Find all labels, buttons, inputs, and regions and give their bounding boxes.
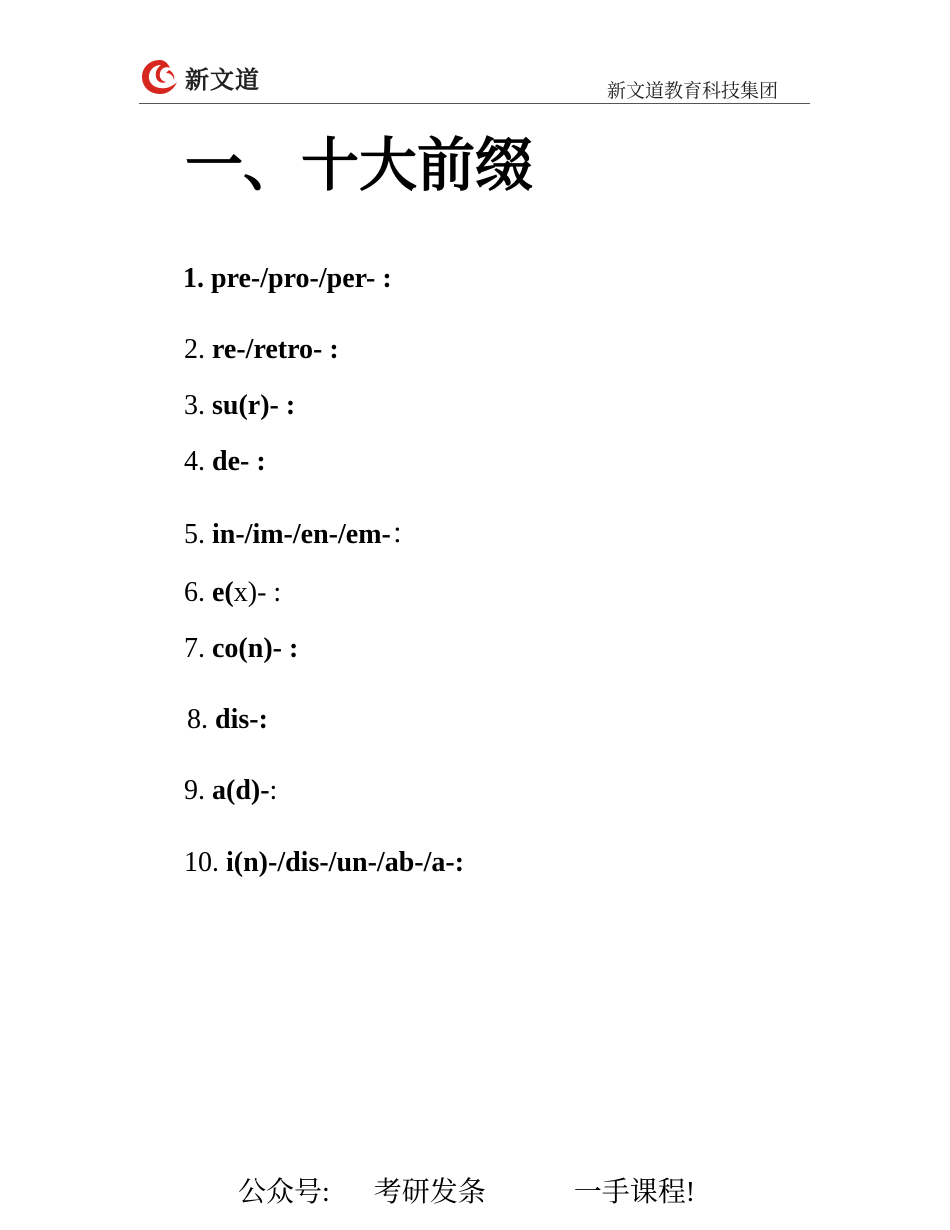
prefix-item-prefix: in-/im-/en-/em- (212, 519, 391, 550)
prefix-item-number: 3. (184, 390, 205, 421)
footer (238, 1170, 695, 1210)
footer-slogan: 一手课程! (573, 1177, 696, 1208)
prefix-item (184, 576, 281, 610)
footer-account-name: 考研发条 (373, 1177, 486, 1208)
prefix-item-number: 4. (184, 446, 205, 477)
prefix-item-number: 2. (184, 334, 205, 365)
prefix-item-suffix: : (281, 633, 299, 664)
prefix-item-suffix: : (269, 775, 278, 806)
prefix-item (183, 262, 392, 296)
prefix-item-suffix: e- : (227, 446, 266, 477)
prefix-item (184, 518, 419, 552)
company-name: 新文道教育科技集团 (606, 81, 778, 102)
prefix-item (184, 632, 298, 666)
prefix-item-suffix: : (278, 390, 296, 421)
prefix-item-prefix: e( (212, 577, 234, 608)
prefix-item-suffix: x)- : (233, 577, 282, 608)
prefix-item-number: 9. (184, 775, 205, 806)
prefix-item (184, 333, 339, 367)
page-header (139, 55, 810, 105)
phoenix-logo-icon (139, 57, 181, 97)
prefix-item-number: 10. (184, 847, 219, 878)
prefix-item-prefix: su(r)- (212, 390, 279, 421)
logo (139, 57, 260, 97)
prefix-item (184, 774, 277, 808)
prefix-item-suffix: : (375, 263, 392, 294)
prefix-item-number: 5. (184, 519, 205, 550)
prefix-item-prefix: pre-/pro-/per- (211, 263, 376, 294)
header-divider (139, 103, 810, 104)
prefix-item (184, 389, 295, 423)
logo-text: 新文道 (185, 65, 260, 94)
prefix-item-number: 7. (184, 633, 205, 664)
prefix-item-suffix: ： (390, 519, 419, 550)
prefix-item-prefix: d (212, 446, 228, 477)
prefix-item (187, 703, 268, 737)
prefix-item-prefix: i(n)-/dis-/un-/ab-/a-: (226, 847, 465, 878)
prefix-item-prefix: co(n)- (212, 633, 282, 664)
prefix-item-prefix: dis-: (215, 704, 268, 735)
prefix-item-prefix: re-/retro- (212, 334, 323, 365)
prefix-item-number: 1. (183, 263, 204, 294)
prefix-item-number: 8. (187, 704, 208, 735)
footer-label: 公众号: (238, 1177, 330, 1208)
section-title: 一、十大前缀 (185, 131, 534, 199)
prefix-item-number: 6. (184, 577, 205, 608)
prefix-item-prefix: a(d)- (212, 775, 270, 806)
prefix-item-suffix: : (322, 334, 339, 365)
prefix-item (184, 846, 464, 880)
prefix-item (184, 445, 266, 479)
